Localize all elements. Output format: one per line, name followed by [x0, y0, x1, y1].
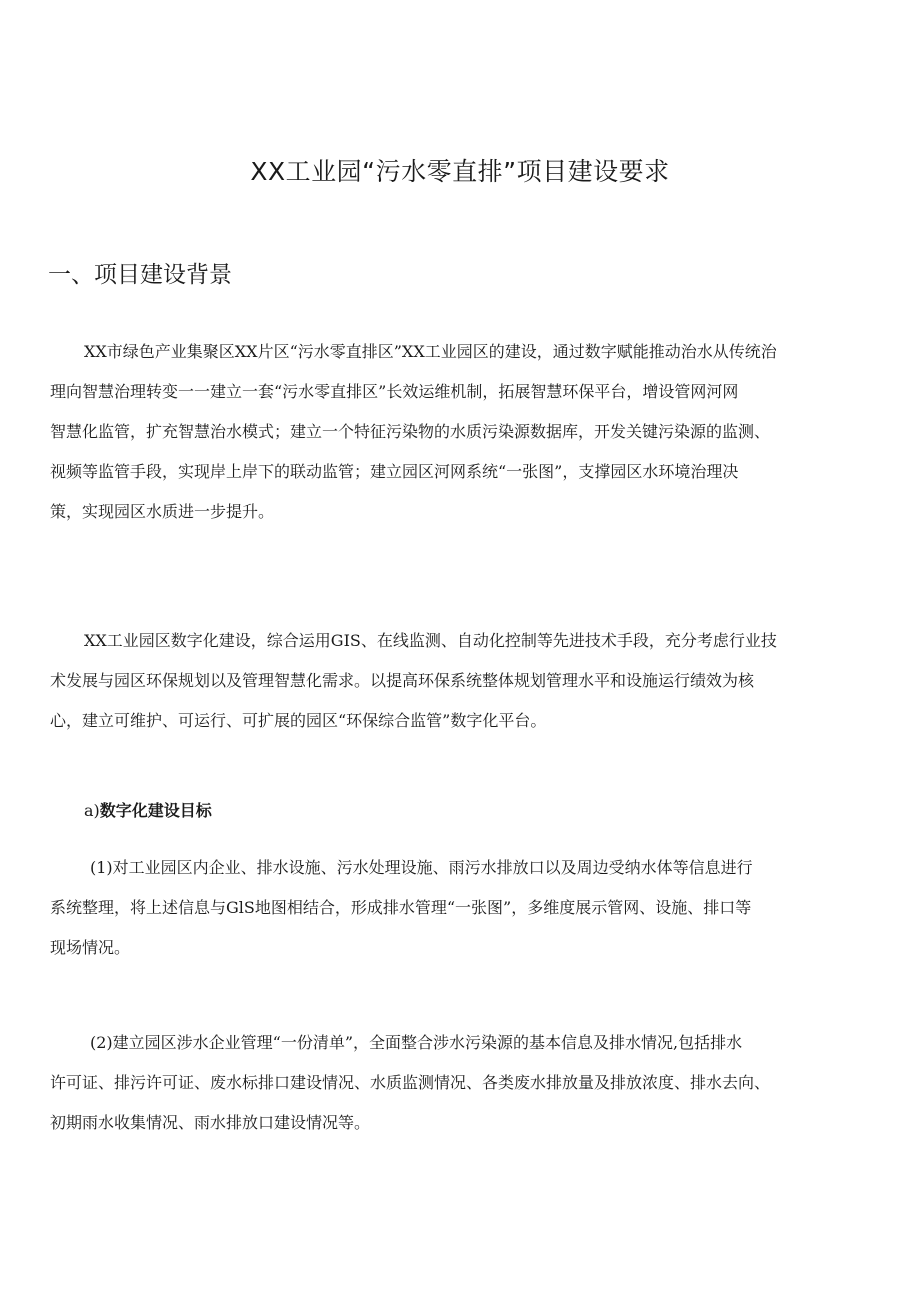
paragraph-line: 术发展与园区环保规划以及管理智慧化需求。以提高环保系统整体规划管理水平和设施运行绩效为核 — [50, 671, 755, 690]
paragraph-line: XX工业园区数字化建设，综合运用GIS、在线监测、自动化控制等先进技术手段，充分考虑行业技 — [84, 631, 777, 650]
paragraph-line: 心，建立可维护、可运行、可扩展的园区“环保综合监管”数字化平台。 — [50, 711, 547, 730]
paragraph-line: 现场情况。 — [50, 938, 131, 957]
paragraph-line: 初期雨水收集情况、雨水排放口建设情况等。 — [50, 1113, 371, 1132]
paragraph-line: 许可证、排污许可证、废水标排口建设情况、水质监测情况、各类废水排放量及排放浓度、排水去向、 — [50, 1073, 771, 1092]
paragraph-background-2 — [50, 621, 876, 741]
subsection-label: 数字化建设目标 — [99, 801, 212, 820]
subsection-heading-digital-goals — [84, 799, 212, 823]
subsection-marker: a) — [84, 801, 100, 820]
paragraph-line: XX市绿色产业集聚区XX片区“污水零直排区”XX工业园区的建设，通过数字赋能推动治水从传统治 — [84, 342, 777, 361]
list-item-1 — [50, 848, 876, 968]
section-heading-background: 一、项目建设背景 — [48, 262, 232, 288]
paragraph-line: 策，实现园区水质进一步提升。 — [50, 502, 275, 521]
document-title: XX工业园“污水零直排”项目建设要求 — [250, 157, 670, 186]
list-item-2 — [50, 1023, 876, 1143]
paragraph-line: 系统整理，将上述信息与GlS地图相结合，形成排水管理“一张图”，多维度展示管网、设施、排口等 — [50, 898, 752, 917]
paragraph-line: 理向智慧治理转变一一建立一套“污水零直排区”长效运维机制，拓展智慧环保平台，增设管网河网 — [50, 382, 739, 401]
paragraph-line: 视频等监管手段，实现岸上岸下的联动监管；建立园区河网系统“一张图”，支撑园区水环境治理决 — [50, 462, 739, 481]
paragraph-line: 智慧化监管，扩充智慧治水模式；建立一个特征污染物的水质污染源数据库，开发关键污染源的监测、 — [50, 422, 771, 441]
paragraph-line: (2)建立园区涉水企业管理“一份清单”，全面整合涉水污染源的基本信息及排水情况,包括排水 — [90, 1033, 743, 1052]
paragraph-background-1 — [50, 332, 876, 532]
paragraph-line: (1)对工业园区内企业、排水设施、污水处理设施、雨污水排放口以及周边受纳水体等信息进行 — [90, 858, 753, 877]
